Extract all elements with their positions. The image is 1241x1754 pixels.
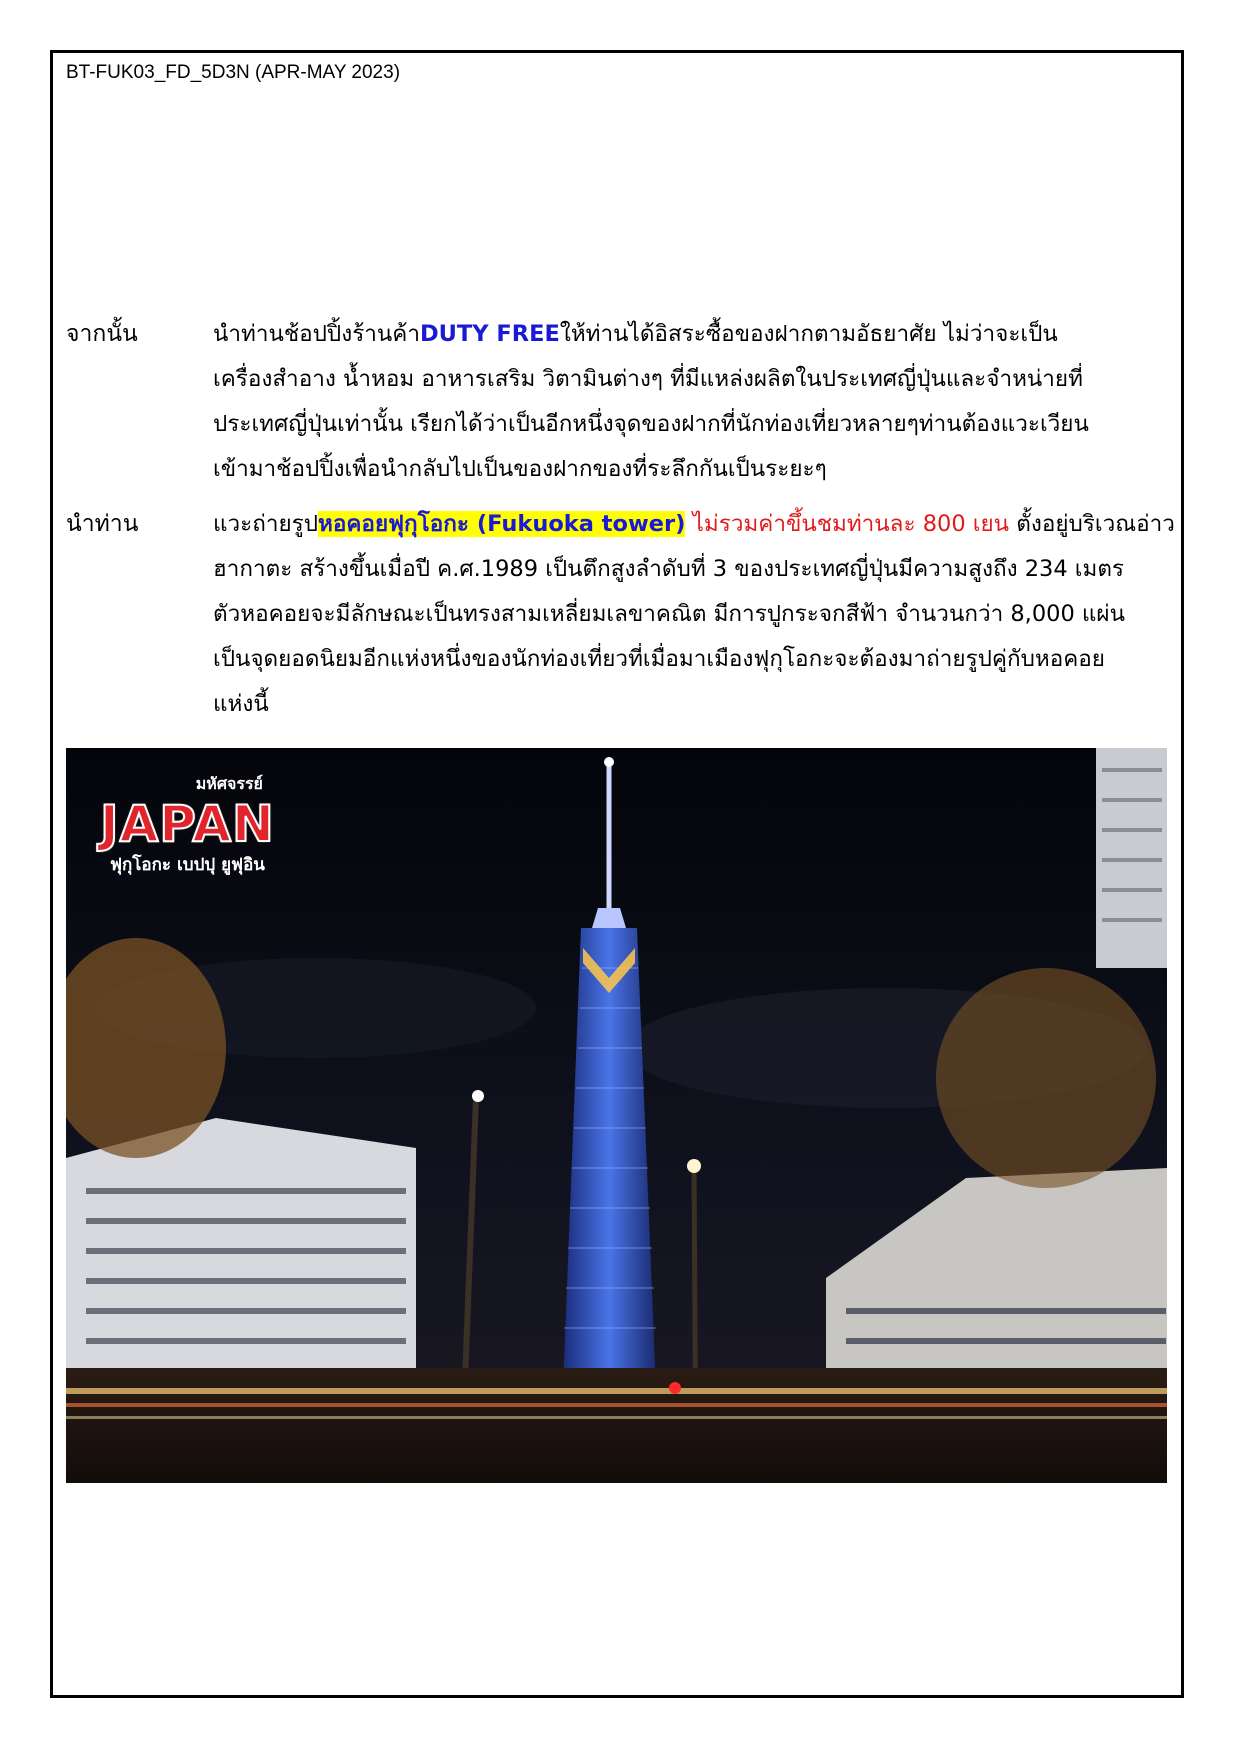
text-run: ตั้งอยู่บริเวณอ่าว — [1009, 511, 1175, 537]
japan-brand-logo — [100, 772, 275, 878]
text-run: แห่งนี้ — [213, 691, 269, 717]
highlighted-text: DUTY FREE — [419, 321, 560, 347]
text-line — [213, 682, 1173, 727]
highlighted-text: ไม่รวมค่าขึ้นชมท่านละ 800 เยน — [685, 511, 1010, 537]
fukuoka-tower-photo — [66, 748, 1167, 1483]
text-line — [213, 357, 1173, 402]
text-line — [213, 592, 1173, 637]
section-text — [213, 312, 1173, 492]
brand-tagline: มหัศจรรย์ — [195, 774, 263, 793]
text-run: เป็นจุดยอดนิยมอีกแห่งหนึ่งของนักท่องเที่ยวที่เมื่อมาเมืองฟุกุโอกะจะต้องมาถ่ายรูปคู่กับหอคอย — [213, 646, 1105, 672]
text-line — [213, 637, 1173, 682]
brand-title: JAPAN — [100, 795, 275, 853]
text-line — [213, 402, 1173, 447]
text-run: ฮากาตะ สร้างขึ้นเมื่อปี ค.ศ.1989 เป็นตึกสูงลำดับที่ 3 ของประเทศญี่ปุ่นมีความสูงถึง 234 เมตร — [213, 556, 1125, 582]
text-line — [213, 447, 1173, 492]
text-run: นำท่านช้อปปิ้งร้านค้า — [213, 321, 420, 347]
text-line — [213, 502, 1173, 547]
section-label: จากนั้น — [66, 321, 138, 347]
text-line — [213, 312, 1173, 357]
text-run: เครื่องสำอาง น้ำหอม อาหารเสริม วิตามินต่างๆ ที่มีแหล่งผลิตในประเทศญี่ปุ่นและจำหน่ายที่ — [213, 366, 1083, 392]
text-run: ให้ท่านได้อิสระซื้อของฝากตามอัธยาศัย ไม่ว่าจะเป็น — [559, 321, 1058, 347]
text-run: ตัวหอคอยจะมีลักษณะเป็นทรงสามเหลี่ยมเลขาคณิต มีการปูกระจกสีฟ้า จำนวนกว่า 8,000 แผ่น — [213, 601, 1125, 627]
section-text — [213, 502, 1173, 727]
document-code: BT-FUK03_FD_5D3N (APR-MAY 2023) — [66, 62, 401, 83]
brand-cities: ฟุกุโอกะ เบปปุ ยูฟุอิน — [109, 855, 265, 875]
highlighted-text: หอคอยฟุกุโอกะ (Fukuoka tower) — [318, 511, 686, 537]
text-run: เข้ามาช้อปปิ้งเพื่อนำกลับไปเป็นของฝากของที่ระลึกกันเป็นระยะๆ — [213, 456, 827, 482]
text-run: ประเทศญี่ปุ่นเท่านั้น เรียกได้ว่าเป็นอีกหนึ่งจุดของฝากที่นักท่องเที่ยวหลายๆท่านต้องแวะเวียน — [213, 411, 1089, 437]
text-run: แวะถ่ายรูป — [213, 511, 319, 537]
section-label: นำท่าน — [66, 511, 139, 537]
text-line — [213, 547, 1173, 592]
